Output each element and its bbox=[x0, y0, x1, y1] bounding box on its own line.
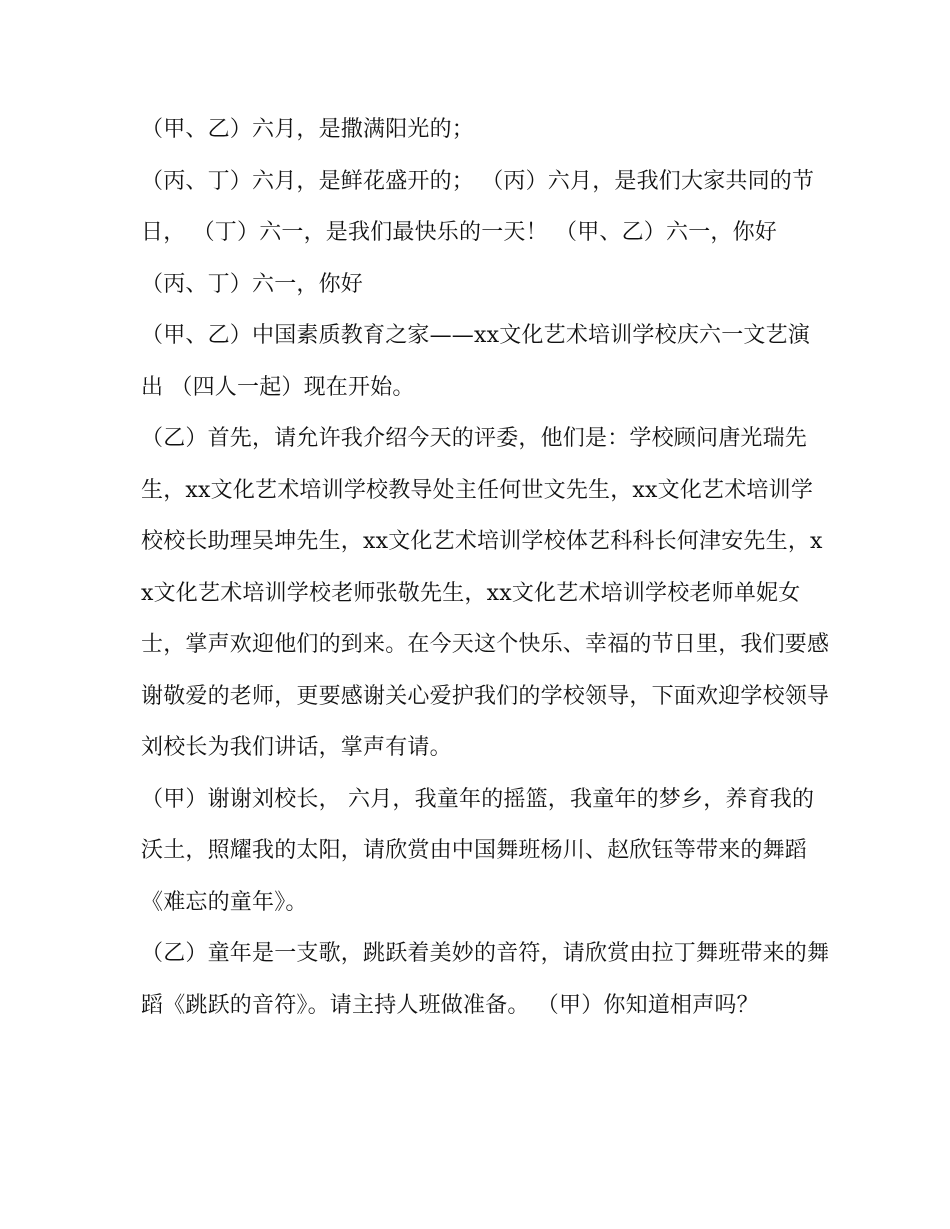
paragraph-show-start: （甲、乙）中国素质教育之家——xx文化艺术培训学校庆六一文艺演出 （四人一起）现在开始。 bbox=[141, 323, 811, 400]
paragraph-june-greeting: （丙、丁）六月，是鲜花盛开的； （丙）六月，是我们大家共同的节日， （丁）六一，是我们最快乐的一天！ （甲、乙）六一，你好 （丙、丁）六一，你好 bbox=[141, 168, 815, 297]
paragraph-judges-intro: （乙）首先，请允许我介绍今天的评委，他们是：学校顾问唐光瑞先生，xx文化艺术培训学校教导处主任何世文先生，xx文化艺术培训学校校长助理吴坤先生，xx文化艺术培训学校体艺科科长何津安先生，xx文化艺术培训学校老师张敬先生，xx文化艺术培训学校老师单妮女士，掌声欢迎他们的到来。在今天这个快乐、幸福的节日里，我们要感谢敬爱的老师，更要感谢关心爱护我们的学校领导，下面欢迎学校领导刘校长为我们讲话，掌声有请。 bbox=[141, 426, 830, 760]
paragraph-dance-childhood: （甲）谢谢刘校长， 六月，我童年的摇篮，我童年的梦乡，养育我的沃土，照耀我的太阳，请欣赏由中国舞班杨川、赵欣钰等带来的舞蹈《难忘的童年》。 bbox=[141, 786, 815, 915]
paragraph-dance-notes: （乙）童年是一支歌，跳跃着美妙的音符，请欣赏由拉丁舞班带来的舞蹈《跳跃的音符》。请主持人班做准备。 （甲）你知道相声吗？ bbox=[141, 941, 830, 1018]
paragraph-opening: （甲、乙）六月，是撒满阳光的； bbox=[141, 117, 475, 142]
document-body bbox=[141, 104, 831, 1031]
